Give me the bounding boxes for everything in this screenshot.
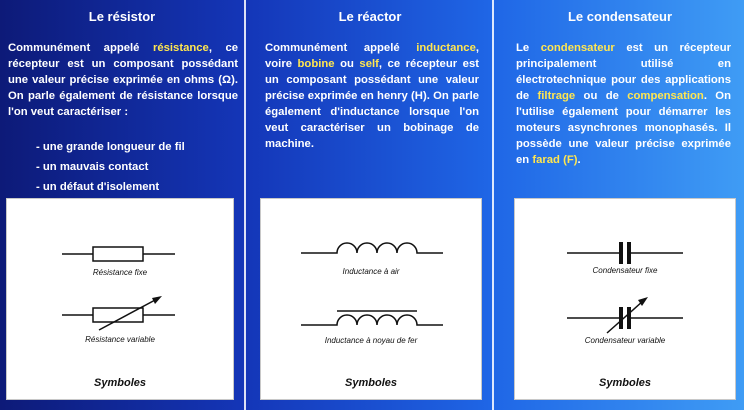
symbols-label: Symboles (345, 377, 397, 389)
symbol-caption: Condensateur fixe (592, 266, 658, 275)
column-resistor (0, 0, 244, 410)
cases-list (36, 137, 185, 197)
text-segment: est un récepteur principalement utilisé en électrotechnique pour des applications de (516, 42, 731, 102)
description (265, 40, 479, 152)
highlight-term: résistance (152, 42, 209, 54)
description (516, 40, 731, 168)
resistor-symbols (7, 199, 235, 401)
text-segment: ou (334, 58, 360, 70)
highlight-term: filtrage (537, 90, 576, 102)
column-capacitor (496, 0, 744, 410)
symbols-label: Symboles (94, 377, 146, 389)
symbols-card (6, 198, 234, 400)
highlight-term: bobine (297, 58, 335, 70)
column-title: Le condensateur (567, 9, 673, 24)
inductor-symbols (261, 199, 483, 401)
highlight-term: compensation (627, 90, 704, 102)
text-segment: ou de (575, 90, 628, 102)
text-segment: , ce récepteur est un composant possédant une valeur précise exprimée en ohms (Ω). On parle également de résistance lorsque l'on veut caractériser : (8, 42, 239, 118)
symbols-label: Symboles (599, 377, 651, 389)
symbol-caption: Résistance variable (85, 335, 155, 344)
highlight-term: farad (F) (532, 154, 578, 166)
list-item: - un défaut d'isolement (36, 181, 160, 193)
symbol-caption: Inductance à noyau de fer (324, 336, 418, 345)
text-segment: , voire (265, 42, 479, 70)
description (8, 40, 238, 120)
list-item: - une grande longueur de fil (36, 141, 185, 153)
capacitor-symbols (515, 199, 737, 401)
column-title: Le réactor (338, 9, 402, 24)
highlight-term: inductance (416, 42, 476, 54)
column-title: Le résistor (88, 9, 156, 24)
highlight-term: condensateur (540, 42, 615, 54)
text-segment: , ce récepteur est un composant possédant une valeur précise exprimée en henry (H). On parle également d'inductance lorsque l'on veut caractériser un bobinage de machine. (265, 58, 479, 150)
symbol-caption: Inductance à air (342, 267, 400, 276)
column-reactor (248, 0, 492, 410)
symbols-card (260, 198, 482, 400)
list-item: - un mauvais contact (36, 161, 149, 173)
symbol-caption: Résistance fixe (92, 268, 148, 277)
text-segment: . (577, 154, 581, 166)
text-segment: Communément appelé (8, 42, 153, 54)
symbol-caption: Condensateur variable (584, 336, 666, 345)
text-segment: Communément appelé (265, 42, 417, 54)
column-divider (244, 0, 246, 410)
text-segment: . On l'utilise également pour démarrer les moteurs asynchrones monophasés. Il possède une valeur précise exprimée en (516, 90, 731, 166)
column-divider (492, 0, 494, 410)
text-segment: Le (516, 42, 541, 54)
highlight-term: self (359, 58, 379, 70)
symbols-card (514, 198, 736, 400)
